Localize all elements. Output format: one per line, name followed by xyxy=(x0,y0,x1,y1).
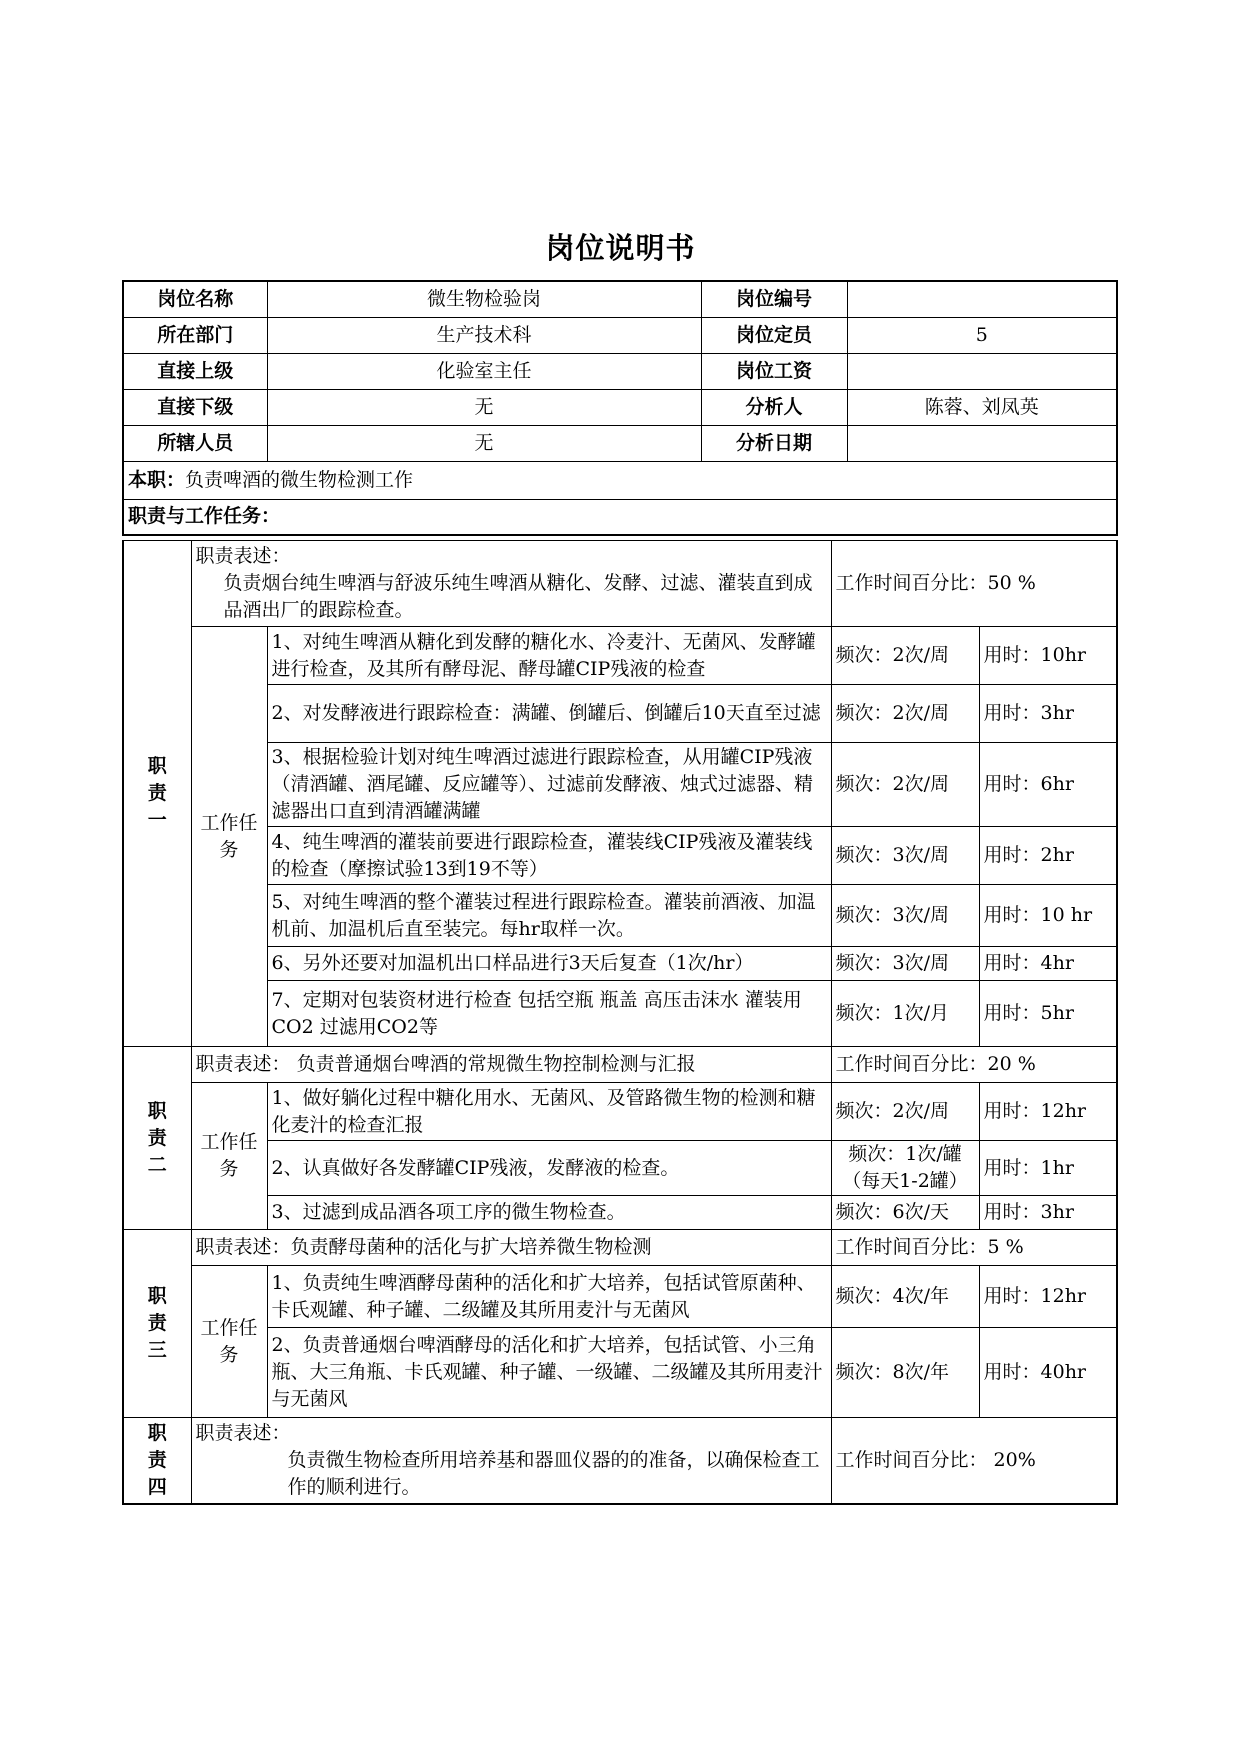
task-row xyxy=(123,1196,1117,1230)
duty-1-name: 职责一 xyxy=(123,541,191,1047)
duty-3-work-label: 工作任务 xyxy=(191,1266,267,1418)
task-text: 2、认真做好各发酵罐CIP残液，发酵液的检查。 xyxy=(267,1141,831,1196)
task-text: 1、负责纯生啤酒酵母菌种的活化和扩大培养，包括试管原菌种、卡氏观罐、种子罐、二级罐及其所用麦汁与无菌风 xyxy=(267,1266,831,1328)
task-freq: 频次：1次/罐（每天1-2罐） xyxy=(831,1141,979,1196)
subordinate-value: 无 xyxy=(267,389,701,425)
task-time: 用时：10 hr xyxy=(979,885,1117,947)
analyst-value: 陈蓉、刘凤英 xyxy=(847,389,1117,425)
position-code-label: 岗位编号 xyxy=(701,281,847,317)
subordinate-label: 直接下级 xyxy=(123,389,267,425)
duty-3-pct: 工作时间百分比：5 % xyxy=(831,1230,1117,1266)
task-row xyxy=(123,1266,1117,1328)
task-text: 4、纯生啤酒的灌装前要进行跟踪检查，灌装线CIP残液及灌装线的检查（摩擦试验13到19不等） xyxy=(267,827,831,885)
analysis-date-value xyxy=(847,425,1117,461)
duty-4-desc-label: 职责表述： xyxy=(195,1421,291,1444)
page-title: 岗位说明书 xyxy=(545,231,696,265)
task-row xyxy=(123,685,1117,743)
info-row xyxy=(123,353,1117,389)
task-row xyxy=(123,1328,1117,1418)
duty-3-desc: 负责酵母菌种的活化与扩大培养微生物检测 xyxy=(290,1236,652,1258)
task-row xyxy=(123,743,1117,827)
task-text: 2、负责普通烟台啤酒酵母的活化和扩大培养，包括试管、小三角瓶、大三角瓶、卡氏观罐、种子罐、一级罐、二级罐及其所用麦汁与无菌风 xyxy=(267,1328,831,1418)
analysis-date-label: 分析日期 xyxy=(701,425,847,461)
main-duty-label: 本职： xyxy=(128,468,186,491)
task-text: 2、对发酵液进行跟踪检查：满罐、倒罐后、倒罐后10天直至过滤 xyxy=(267,685,831,743)
duty-desc-row xyxy=(123,1418,1117,1504)
duty-1-desc: 负责烟台纯生啤酒与舒波乐纯生啤酒从糖化、发酵、过滤、灌装直到成品酒出厂的跟踪检查。 xyxy=(223,572,813,621)
duty-1-pct: 工作时间百分比：50 % xyxy=(831,541,1117,627)
main-duty-row xyxy=(123,461,1117,499)
task-freq: 频次：1次/月 xyxy=(831,981,979,1047)
duty-1-work-label: 工作任务 xyxy=(191,627,267,1047)
task-time: 用时：12hr xyxy=(979,1083,1117,1141)
duty-2-desc: 负责普通烟台啤酒的常规微生物控制检测与汇报 xyxy=(296,1053,696,1075)
department-value: 生产技术科 xyxy=(267,317,701,353)
duty-desc-row xyxy=(123,541,1117,627)
task-freq: 频次：6次/天 xyxy=(831,1196,979,1230)
task-time: 用时：40hr xyxy=(979,1328,1117,1418)
task-row xyxy=(123,885,1117,947)
duty-4-name: 职责四 xyxy=(123,1418,191,1504)
position-name-value: 微生物检验岗 xyxy=(267,281,701,317)
task-row xyxy=(123,981,1117,1047)
task-time: 用时：3hr xyxy=(979,685,1117,743)
task-row xyxy=(123,947,1117,981)
salary-value xyxy=(847,353,1117,389)
task-time: 用时：1hr xyxy=(979,1141,1117,1196)
task-text: 3、过滤到成品酒各项工序的微生物检查。 xyxy=(267,1196,831,1230)
duty-2-pct: 工作时间百分比：20 % xyxy=(831,1047,1117,1083)
task-freq: 频次：2次/周 xyxy=(831,685,979,743)
duty-2-desc-label: 职责表述： xyxy=(195,1053,291,1075)
task-freq: 频次：2次/周 xyxy=(831,1083,979,1141)
task-freq: 频次：3次/周 xyxy=(831,947,979,981)
task-row xyxy=(123,1083,1117,1141)
task-freq: 频次：3次/周 xyxy=(831,885,979,947)
task-freq: 频次：2次/周 xyxy=(831,627,979,685)
task-time: 用时：5hr xyxy=(979,981,1117,1047)
supervisor-value: 化验室主任 xyxy=(267,353,701,389)
task-time: 用时：3hr xyxy=(979,1196,1117,1230)
tasks-heading-row xyxy=(123,499,1117,535)
task-text: 7、定期对包装资材进行检查 包括空瓶 瓶盖 高压击沫水 灌装用CO2 过滤用CO2等 xyxy=(267,981,831,1047)
task-text: 3、根据检验计划对纯生啤酒过滤进行跟踪检查，从用罐CIP残液（清酒罐、酒尾罐、反应罐等）、过滤前发酵液、烛式过滤器、精滤器出口直到清酒罐满罐 xyxy=(267,743,831,827)
task-text: 5、对纯生啤酒的整个灌装过程进行跟踪检查。灌装前酒液、加温机前、加温机后直至装完。每hr取样一次。 xyxy=(267,885,831,947)
headcount-value: 5 xyxy=(847,317,1117,353)
duty-desc-row xyxy=(123,1047,1117,1083)
task-time: 用时：12hr xyxy=(979,1266,1117,1328)
duty-2-name: 职责二 xyxy=(123,1047,191,1230)
info-row xyxy=(123,317,1117,353)
duties-table xyxy=(122,540,1118,1505)
position-code-value xyxy=(847,281,1117,317)
task-text: 1、对纯生啤酒从糖化到发酵的糖化水、冷麦汁、无菌风、发酵罐进行检查，及其所有酵母泥、酵母罐CIP残液的检查 xyxy=(267,627,831,685)
task-freq: 频次：3次/周 xyxy=(831,827,979,885)
info-row xyxy=(123,425,1117,461)
info-row xyxy=(123,281,1117,317)
department-label: 所在部门 xyxy=(123,317,267,353)
info-table xyxy=(122,280,1118,536)
main-duty-text: 负责啤酒的微生物检测工作 xyxy=(185,468,414,491)
task-text: 1、做好躺化过程中糖化用水、无菌风、及管路微生物的检测和糖化麦汁的检查汇报 xyxy=(267,1083,831,1141)
task-row xyxy=(123,1141,1117,1196)
info-row xyxy=(123,389,1117,425)
task-freq: 频次：4次/年 xyxy=(831,1266,979,1328)
task-time: 用时：10hr xyxy=(979,627,1117,685)
duty-3-desc-label: 职责表述： xyxy=(195,1236,291,1258)
duty-desc-row xyxy=(123,1230,1117,1266)
position-name-label: 岗位名称 xyxy=(123,281,267,317)
main-duty xyxy=(123,461,1117,499)
headcount-label: 岗位定员 xyxy=(701,317,847,353)
salary-label: 岗位工资 xyxy=(701,353,847,389)
staff-label: 所辖人员 xyxy=(123,425,267,461)
duty-4-pct: 工作时间百分比： 20% xyxy=(831,1418,1117,1504)
task-time: 用时：2hr xyxy=(979,827,1117,885)
duty-3-name: 职责三 xyxy=(123,1230,191,1418)
task-text: 6、另外还要对加温机出口样品进行3天后复查（1次/hr） xyxy=(267,947,831,981)
task-freq: 频次：8次/年 xyxy=(831,1328,979,1418)
analyst-label: 分析人 xyxy=(701,389,847,425)
supervisor-label: 直接上级 xyxy=(123,353,267,389)
duty-4-desc: 负责微生物检查所用培养基和器皿仪器的的准备，以确保检查工作的顺利进行。 xyxy=(287,1448,820,1498)
tasks-heading: 职责与工作任务： xyxy=(128,505,281,528)
task-time: 用时：4hr xyxy=(979,947,1117,981)
duty-1-desc-label: 职责表述： xyxy=(195,545,291,567)
task-row xyxy=(123,627,1117,685)
duty-2-work-label: 工作任务 xyxy=(191,1083,267,1230)
task-time: 用时：6hr xyxy=(979,743,1117,827)
task-row xyxy=(123,827,1117,885)
task-freq: 频次：2次/周 xyxy=(831,743,979,827)
staff-value: 无 xyxy=(267,425,701,461)
